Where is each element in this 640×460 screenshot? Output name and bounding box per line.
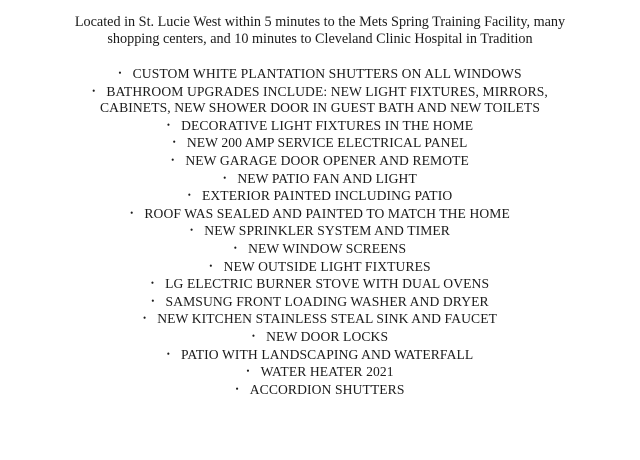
bullet-icon: • — [209, 260, 213, 271]
feature-item — [60, 293, 580, 311]
feature-item — [60, 346, 580, 364]
feature-item — [60, 134, 580, 152]
bullet-icon: • — [223, 172, 227, 183]
feature-text: ACCORDION SHUTTERS — [249, 381, 405, 397]
bullet-icon: • — [190, 225, 194, 236]
feature-item — [60, 240, 580, 258]
bullet-icon: • — [246, 366, 250, 377]
feature-text: PATIO WITH LANDSCAPING AND WATERFALL — [180, 346, 474, 362]
feature-text: EXTERIOR PAINTED INCLUDING PATIO — [201, 188, 453, 204]
feature-text: NEW 200 AMP SERVICE ELECTRICAL PANEL — [186, 135, 468, 151]
feature-item — [60, 310, 580, 328]
feature-item — [60, 381, 580, 399]
bullet-icon: • — [166, 348, 170, 359]
feature-item — [60, 117, 580, 135]
feature-text: NEW KITCHEN STAINLESS STEAL SINK AND FAUCET — [157, 311, 498, 327]
bullet-icon: • — [233, 242, 238, 253]
feature-text: ROOF WAS SEALED AND PAINTED TO MATCH THE HOME — [144, 205, 510, 221]
intro-line-1: Located in St. Lucie West within 5 minutes to the Mets Spring Training Facility, many — [74, 14, 566, 30]
feature-text: NEW PATIO FAN AND LIGHT — [237, 170, 417, 186]
feature-text: DECORATIVE LIGHT FIXTURES IN THE HOME — [181, 117, 474, 133]
bullet-icon: • — [171, 154, 175, 165]
bullet-icon: • — [251, 330, 256, 341]
feature-item — [60, 152, 580, 170]
feature-text: NEW SPRINKLER SYSTEM AND TIMER — [204, 223, 450, 239]
feature-text: CUSTOM WHITE PLANTATION SHUTTERS ON ALL WINDOWS — [132, 66, 522, 81]
feature-item — [60, 83, 580, 101]
feature-text: LG ELECTRIC BURNER STOVE WITH DUAL OVENS — [165, 276, 490, 292]
intro-paragraph — [40, 14, 600, 48]
feature-item — [60, 363, 580, 381]
bullet-icon: • — [118, 68, 122, 78]
feature-text: WATER HEATER 2021 — [260, 364, 394, 380]
feature-item — [60, 205, 580, 223]
bullet-icon: • — [150, 278, 155, 289]
feature-text: NEW DOOR LOCKS — [266, 328, 389, 344]
feature-item — [60, 328, 580, 346]
bullet-icon: • — [166, 119, 171, 130]
intro-line-2: shopping centers, and 10 minutes to Cleveland Clinic Hospital in Tradition — [107, 31, 533, 47]
feature-text: CABINETS, NEW SHOWER DOOR IN GUEST BATH AND NEW TOILETS — [100, 100, 540, 116]
bullet-icon: • — [130, 207, 134, 218]
feature-text: BATHROOM UPGRADES INCLUDE: NEW LIGHT FIXTURES, MIRRORS, — [106, 83, 548, 99]
feature-item — [60, 222, 580, 240]
feature-item — [60, 170, 580, 188]
feature-item-continuation — [60, 100, 580, 117]
feature-list — [60, 65, 580, 398]
feature-text: NEW GARAGE DOOR OPENER AND REMOTE — [185, 152, 469, 168]
feature-text: NEW WINDOW SCREENS — [248, 240, 407, 256]
bullet-icon: • — [235, 383, 239, 394]
feature-text: NEW OUTSIDE LIGHT FIXTURES — [223, 258, 431, 274]
bullet-icon: • — [172, 137, 176, 148]
bullet-icon: • — [142, 313, 147, 324]
feature-text: SAMSUNG FRONT LOADING WASHER AND DRYER — [165, 293, 489, 309]
feature-item — [60, 258, 580, 276]
bullet-icon: • — [187, 190, 191, 201]
feature-item — [60, 187, 580, 205]
feature-item — [60, 65, 580, 83]
bullet-icon: • — [151, 295, 155, 306]
feature-item — [60, 275, 580, 293]
bullet-icon: • — [92, 85, 96, 96]
